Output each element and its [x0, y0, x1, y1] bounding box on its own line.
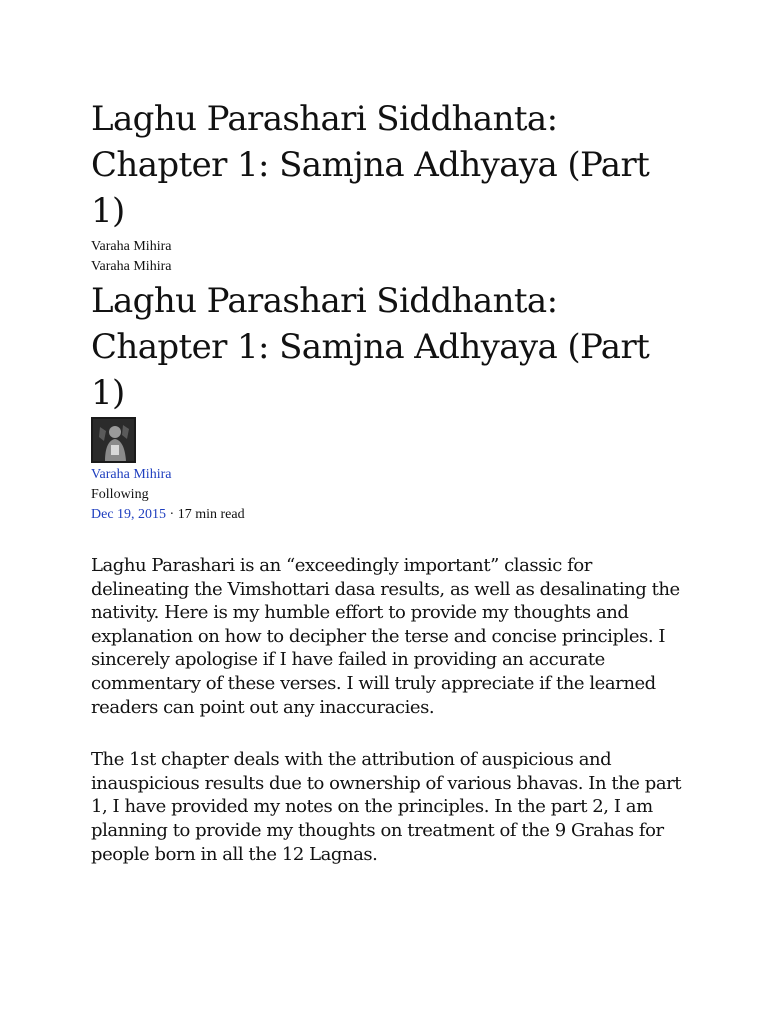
- avatar[interactable]: [91, 417, 136, 463]
- read-time: 17 min read: [177, 507, 245, 522]
- author-line: Varaha Mihira: [91, 239, 172, 254]
- meta-separator: ·: [166, 507, 178, 522]
- follow-status[interactable]: Following: [91, 487, 149, 502]
- post-date-link[interactable]: Dec 19, 2015: [91, 507, 167, 522]
- article-title: Laghu Parashari Siddhanta: Chapter 1: Samjna Adhyaya (Part 1): [91, 281, 650, 413]
- paragraph: The 1st chapter deals with the attribution of auspicious and inauspicious results due to ownership of various bhavas. In the part 1, I have provided my notes on the principles. In the part 2, I am planning to provide my thoughts on treatment of the 9 Grahas for people born in all the 12 Lagnas.: [91, 749, 682, 865]
- article-title-top: Laghu Parashari Siddhanta: Chapter 1: Samjna Adhyaya (Part 1): [91, 99, 650, 231]
- post-meta: [91, 505, 691, 525]
- article: [91, 96, 691, 866]
- author-name-link[interactable]: Varaha Mihira: [91, 467, 172, 482]
- paragraph: Laghu Parashari is an “exceedingly important” classic for delineating the Vimshottari dasa results, as well as desalinating the nativity. Here is my humble effort to provide my thoughts and explanation on how to decipher the terse and concise principles. I sincerely apologise if I have failed in providing an accurate commentary of these verses. I will truly appreciate if the learned readers can point out any inaccuracies.: [91, 555, 680, 718]
- author-line: Varaha Mihira: [91, 259, 172, 274]
